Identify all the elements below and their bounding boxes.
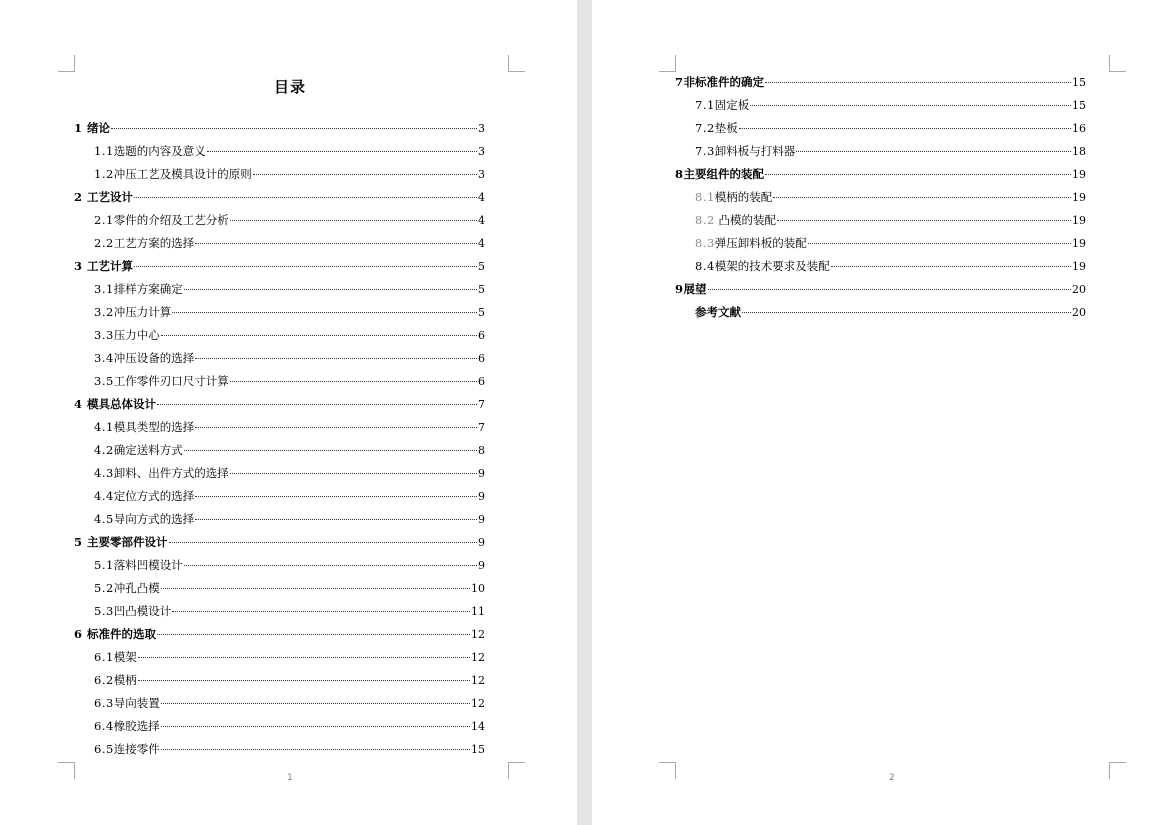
toc-section-entry[interactable] bbox=[675, 117, 1086, 140]
toc-chapter-entry[interactable] bbox=[675, 71, 1086, 94]
toc-entry-title bbox=[94, 301, 171, 324]
toc-entry-text: 垫板 bbox=[714, 121, 738, 135]
toc-entry-number: 5.2 bbox=[94, 581, 114, 595]
toc-entry-title bbox=[94, 715, 160, 738]
toc-page-number: 15 bbox=[1072, 76, 1086, 89]
dot-leader bbox=[195, 358, 477, 359]
toc-entry-title bbox=[94, 209, 229, 232]
toc-entry-title bbox=[94, 738, 160, 761]
dot-leader bbox=[195, 243, 477, 244]
toc-entry-number: 7.2 bbox=[695, 121, 715, 135]
toc-entry-text: 排样方案确定 bbox=[113, 282, 183, 296]
toc-section-entry[interactable] bbox=[675, 209, 1086, 232]
toc-section-entry[interactable] bbox=[74, 439, 485, 462]
toc-page-number: 12 bbox=[471, 628, 485, 641]
toc-entry-title bbox=[74, 186, 133, 209]
toc-page-number: 19 bbox=[1072, 168, 1086, 181]
toc-entry-text: 工作零件刃口尺寸计算 bbox=[113, 374, 229, 388]
toc-entry-text: 工艺设计 bbox=[87, 190, 134, 204]
toc-section-entry[interactable] bbox=[74, 301, 485, 324]
toc-entry-text: 卸料、出件方式的选择 bbox=[113, 466, 229, 480]
toc-chapter-entry[interactable] bbox=[74, 531, 485, 554]
toc-entry-title bbox=[94, 278, 183, 301]
dot-leader bbox=[161, 726, 470, 727]
toc-entry-title bbox=[94, 554, 183, 577]
toc-section-entry[interactable] bbox=[74, 347, 485, 370]
toc-section-entry[interactable] bbox=[74, 324, 485, 347]
dot-leader bbox=[765, 82, 1071, 83]
toc-title: 目录 bbox=[273, 78, 306, 96]
toc-section-entry[interactable] bbox=[74, 738, 485, 761]
dot-leader bbox=[765, 174, 1071, 175]
toc-entry-title bbox=[695, 301, 741, 324]
dot-leader bbox=[739, 128, 1071, 129]
toc-page-number: 15 bbox=[471, 743, 485, 756]
toc-entry-text: 冲压工艺及模具设计的原则 bbox=[113, 167, 252, 181]
toc-entry-number: 2 bbox=[74, 190, 88, 204]
toc-entry-text: 模具总体设计 bbox=[87, 397, 157, 411]
dot-leader bbox=[111, 128, 477, 129]
dot-leader bbox=[184, 289, 477, 290]
toc-entry-text: 凹凸模设计 bbox=[113, 604, 172, 618]
toc-page-number: 11 bbox=[471, 605, 485, 618]
dot-leader bbox=[138, 657, 470, 658]
toc-section-entry[interactable] bbox=[74, 232, 485, 255]
toc-entry-number: 6.5 bbox=[94, 742, 114, 756]
dot-leader bbox=[161, 335, 477, 336]
margin-corner-mark bbox=[508, 55, 525, 72]
toc-section-entry[interactable] bbox=[74, 508, 485, 531]
margin-corner-mark bbox=[659, 762, 676, 779]
toc-entry-title bbox=[675, 71, 764, 94]
toc-page-number: 6 bbox=[478, 375, 485, 388]
margin-corner-mark bbox=[58, 762, 75, 779]
toc-page-number: 19 bbox=[1072, 191, 1086, 204]
toc-section-entry[interactable] bbox=[74, 646, 485, 669]
toc-entry-number: 6.3 bbox=[94, 696, 114, 710]
dot-leader bbox=[230, 473, 477, 474]
toc-chapter-entry[interactable] bbox=[74, 117, 485, 140]
toc-entry-number: 8 bbox=[675, 167, 684, 181]
toc-entry-text: 选题的内容及意义 bbox=[113, 144, 206, 158]
toc-entry-text: 卸料板与打料器 bbox=[714, 144, 796, 158]
toc-section-entry[interactable] bbox=[74, 140, 485, 163]
margin-corner-mark bbox=[1109, 762, 1126, 779]
toc-entry-title bbox=[94, 462, 229, 485]
page-number: 2 bbox=[889, 773, 895, 783]
dot-leader bbox=[172, 312, 477, 313]
toc-entry-text: 冲压力计算 bbox=[113, 305, 172, 319]
toc-entry-text: 零件的介绍及工艺分析 bbox=[113, 213, 229, 227]
dot-leader bbox=[230, 220, 477, 221]
toc-section-entry[interactable] bbox=[74, 600, 485, 623]
toc-entry-number: 4 bbox=[74, 397, 88, 411]
toc-entry-title bbox=[695, 255, 830, 278]
toc-page-number: 18 bbox=[1072, 145, 1086, 158]
toc-section-entry[interactable] bbox=[74, 209, 485, 232]
toc-entry-title bbox=[94, 439, 183, 462]
toc-entry-title bbox=[695, 117, 738, 140]
toc-section-entry[interactable] bbox=[675, 255, 1086, 278]
toc-page-number: 12 bbox=[471, 651, 485, 664]
toc-entry-title bbox=[695, 140, 795, 163]
dot-leader bbox=[157, 634, 470, 635]
toc-page-number: 19 bbox=[1072, 214, 1086, 227]
dot-leader bbox=[169, 542, 477, 543]
toc-entry-title bbox=[74, 255, 133, 278]
toc-page-number: 12 bbox=[471, 674, 485, 687]
page-number: 1 bbox=[287, 773, 293, 783]
dot-leader bbox=[777, 220, 1071, 221]
toc-page-number: 20 bbox=[1072, 306, 1086, 319]
toc-entry-number: 2.2 bbox=[94, 236, 114, 250]
toc-chapter-entry[interactable] bbox=[74, 186, 485, 209]
toc-section-entry[interactable] bbox=[74, 554, 485, 577]
toc-entry-title bbox=[74, 623, 156, 646]
dot-leader bbox=[157, 404, 477, 405]
toc-entry-text: 确定送料方式 bbox=[113, 443, 183, 457]
toc-entry-text: 主要零部件设计 bbox=[87, 535, 168, 549]
toc-entry-number: 6.4 bbox=[94, 719, 114, 733]
toc-list bbox=[74, 117, 485, 761]
toc-entry-number: 8.1 bbox=[695, 190, 715, 204]
toc-section-entry[interactable] bbox=[74, 163, 485, 186]
toc-section-entry[interactable] bbox=[74, 462, 485, 485]
toc-entry-number: 6.2 bbox=[94, 673, 114, 687]
toc-page-number: 6 bbox=[478, 352, 485, 365]
toc-entry-text: 弹压卸料板的装配 bbox=[714, 236, 807, 250]
dot-leader bbox=[172, 611, 470, 612]
toc-entry-text: 工艺方案的选择 bbox=[113, 236, 195, 250]
toc-page-number: 12 bbox=[471, 697, 485, 710]
toc-entry-title bbox=[695, 232, 807, 255]
dot-leader bbox=[230, 381, 477, 382]
toc-page-number: 5 bbox=[478, 283, 485, 296]
dot-leader bbox=[207, 151, 477, 152]
toc-entry-text: 落料凹模设计 bbox=[113, 558, 183, 572]
dot-leader bbox=[195, 519, 477, 520]
toc-entry-number: 8.4 bbox=[695, 259, 715, 273]
toc-page-number: 3 bbox=[478, 145, 485, 158]
toc-entry-number: 4.3 bbox=[94, 466, 114, 480]
toc-entry-text: 标准件的选取 bbox=[87, 627, 157, 641]
toc-entry-number: 4.1 bbox=[94, 420, 114, 434]
toc-page-number: 9 bbox=[478, 467, 485, 480]
toc-page-number: 16 bbox=[1072, 122, 1086, 135]
dot-leader bbox=[195, 496, 477, 497]
toc-entry-number: 4.2 bbox=[94, 443, 114, 457]
toc-chapter-entry[interactable] bbox=[675, 278, 1086, 301]
toc-entry-number: 4.4 bbox=[94, 489, 114, 503]
toc-entry-number: 3 bbox=[74, 259, 88, 273]
toc-entry-title bbox=[695, 186, 772, 209]
toc-entry-title bbox=[94, 416, 194, 439]
toc-entry-number: 3.4 bbox=[94, 351, 114, 365]
dot-leader bbox=[708, 289, 1071, 290]
toc-page-number: 5 bbox=[478, 260, 485, 273]
toc-entry-title bbox=[695, 94, 749, 117]
toc-section-entry[interactable] bbox=[675, 232, 1086, 255]
toc-entry-text: 冲孔凸模 bbox=[113, 581, 160, 595]
toc-entry-title bbox=[695, 209, 776, 232]
toc-section-entry[interactable] bbox=[74, 715, 485, 738]
toc-page-number: 3 bbox=[478, 122, 485, 135]
toc-page-number: 9 bbox=[478, 513, 485, 526]
toc-entry-number: 1.2 bbox=[94, 167, 114, 181]
toc-entry-title bbox=[94, 508, 194, 531]
toc-entry-text: 模架的技术要求及装配 bbox=[714, 259, 830, 273]
toc-page-number: 7 bbox=[478, 398, 485, 411]
toc-entry-title bbox=[675, 278, 707, 301]
toc-page-number: 15 bbox=[1072, 99, 1086, 112]
dot-leader bbox=[808, 243, 1071, 244]
toc-section-entry[interactable] bbox=[74, 692, 485, 715]
dot-leader bbox=[831, 266, 1071, 267]
toc-entry-title bbox=[94, 600, 171, 623]
dot-leader bbox=[253, 174, 477, 175]
toc-entry-title bbox=[94, 370, 229, 393]
toc-page-number: 9 bbox=[478, 536, 485, 549]
toc-chapter-entry[interactable] bbox=[74, 255, 485, 278]
toc-entry-title bbox=[74, 531, 168, 554]
toc-entry-text: 固定板 bbox=[714, 98, 750, 112]
toc-page-number: 4 bbox=[478, 214, 485, 227]
toc-entry-text: 模柄 bbox=[113, 673, 137, 687]
toc-entry-number: 7 bbox=[675, 75, 684, 89]
toc-entry-text: 冲压设备的选择 bbox=[113, 351, 195, 365]
toc-entry-title bbox=[94, 669, 137, 692]
toc-chapter-entry[interactable] bbox=[74, 623, 485, 646]
toc-entry-text: 工艺计算 bbox=[87, 259, 134, 273]
toc-entry-number: 7.3 bbox=[695, 144, 715, 158]
margin-corner-mark bbox=[508, 762, 525, 779]
toc-entry-text: 主要组件的装配 bbox=[683, 167, 765, 181]
toc-entry-number: 6 bbox=[74, 627, 88, 641]
toc-section-entry[interactable] bbox=[74, 485, 485, 508]
toc-chapter-entry[interactable] bbox=[675, 163, 1086, 186]
toc-entry-number: 9 bbox=[675, 282, 684, 296]
dot-leader bbox=[161, 588, 470, 589]
dot-leader bbox=[796, 151, 1071, 152]
toc-section-entry[interactable] bbox=[74, 370, 485, 393]
toc-entry-text: 导向方式的选择 bbox=[113, 512, 195, 526]
toc-entry-number: 8.2 bbox=[695, 213, 715, 227]
margin-corner-mark bbox=[1109, 55, 1126, 72]
toc-entry-number: 5 bbox=[74, 535, 88, 549]
toc-entry-number: 3.1 bbox=[94, 282, 114, 296]
toc-entry-text: 参考文献 bbox=[695, 305, 741, 319]
margin-corner-mark bbox=[58, 55, 75, 72]
toc-entry-title bbox=[94, 485, 194, 508]
toc-page-number: 10 bbox=[471, 582, 485, 595]
toc-section-entry[interactable] bbox=[74, 278, 485, 301]
toc-entry-number: 3.5 bbox=[94, 374, 114, 388]
toc-entry-title bbox=[94, 140, 206, 163]
toc-page-number: 3 bbox=[478, 168, 485, 181]
toc-entry-text: 连接零件 bbox=[113, 742, 160, 756]
toc-entry-text: 展望 bbox=[683, 282, 707, 296]
toc-entry-text: 非标准件的确定 bbox=[683, 75, 765, 89]
toc-entry-title bbox=[74, 117, 110, 140]
toc-page-number: 6 bbox=[478, 329, 485, 342]
toc-entry-text: 绪论 bbox=[87, 121, 111, 135]
toc-list bbox=[675, 71, 1086, 324]
toc-entry-number: 2.1 bbox=[94, 213, 114, 227]
toc-page-number: 19 bbox=[1072, 237, 1086, 250]
dot-leader bbox=[138, 680, 470, 681]
toc-entry-number: 6.1 bbox=[94, 650, 114, 664]
document-page-1 bbox=[0, 0, 577, 825]
toc-entry-number: 5.3 bbox=[94, 604, 114, 618]
toc-entry-text: 模架 bbox=[113, 650, 137, 664]
toc-section-entry[interactable] bbox=[74, 577, 485, 600]
toc-entry-text: 定位方式的选择 bbox=[113, 489, 195, 503]
toc-entry-text: 导向装置 bbox=[113, 696, 160, 710]
toc-entry-text: 压力中心 bbox=[113, 328, 160, 342]
toc-entry-title bbox=[74, 393, 156, 416]
toc-entry-number: 3.2 bbox=[94, 305, 114, 319]
toc-entry-title bbox=[675, 163, 764, 186]
toc-entry-text: 模柄的装配 bbox=[714, 190, 773, 204]
toc-section-entry[interactable] bbox=[675, 186, 1086, 209]
toc-page-number: 8 bbox=[478, 444, 485, 457]
toc-section-entry[interactable] bbox=[675, 94, 1086, 117]
dot-leader bbox=[742, 312, 1071, 313]
toc-entry-number: 5.1 bbox=[94, 558, 114, 572]
toc-chapter-entry[interactable] bbox=[675, 301, 1086, 324]
toc-entry-number: 8.3 bbox=[695, 236, 715, 250]
toc-page-number: 4 bbox=[478, 191, 485, 204]
toc-entry-text: 凸模的装配 bbox=[714, 213, 776, 227]
toc-entry-text: 橡胶选择 bbox=[113, 719, 160, 733]
toc-page-number: 20 bbox=[1072, 283, 1086, 296]
dot-leader bbox=[184, 450, 477, 451]
toc-entry-number: 4.5 bbox=[94, 512, 114, 526]
toc-page-number: 14 bbox=[471, 720, 485, 733]
toc-entry-number: 7.1 bbox=[695, 98, 715, 112]
toc-entry-title bbox=[94, 232, 194, 255]
toc-page-number: 9 bbox=[478, 559, 485, 572]
toc-page-number: 5 bbox=[478, 306, 485, 319]
dot-leader bbox=[134, 266, 477, 267]
margin-corner-mark bbox=[659, 55, 676, 72]
page-gap bbox=[577, 0, 592, 825]
toc-page-number: 4 bbox=[478, 237, 485, 250]
toc-page-number: 7 bbox=[478, 421, 485, 434]
document-page-2 bbox=[592, 0, 1175, 825]
toc-entry-title bbox=[94, 577, 160, 600]
toc-entry-number: 1 bbox=[74, 121, 88, 135]
toc-section-entry[interactable] bbox=[74, 669, 485, 692]
dot-leader bbox=[161, 703, 470, 704]
toc-entry-number: 1.1 bbox=[94, 144, 114, 158]
dot-leader bbox=[134, 197, 477, 198]
dot-leader bbox=[184, 565, 477, 566]
toc-entry-title bbox=[94, 324, 160, 347]
toc-entry-number: 3.3 bbox=[94, 328, 114, 342]
toc-entry-title bbox=[94, 347, 194, 370]
toc-page-number: 19 bbox=[1072, 260, 1086, 273]
dot-leader bbox=[195, 427, 477, 428]
dot-leader bbox=[750, 105, 1071, 106]
toc-page-number: 9 bbox=[478, 490, 485, 503]
toc-entry-title bbox=[94, 163, 252, 186]
toc-entry-title bbox=[94, 692, 160, 715]
toc-section-entry[interactable] bbox=[675, 140, 1086, 163]
toc-entry-title bbox=[94, 646, 137, 669]
toc-chapter-entry[interactable] bbox=[74, 393, 485, 416]
toc-section-entry[interactable] bbox=[74, 416, 485, 439]
toc-entry-text: 模具类型的选择 bbox=[113, 420, 195, 434]
dot-leader bbox=[773, 197, 1071, 198]
dot-leader bbox=[161, 749, 470, 750]
